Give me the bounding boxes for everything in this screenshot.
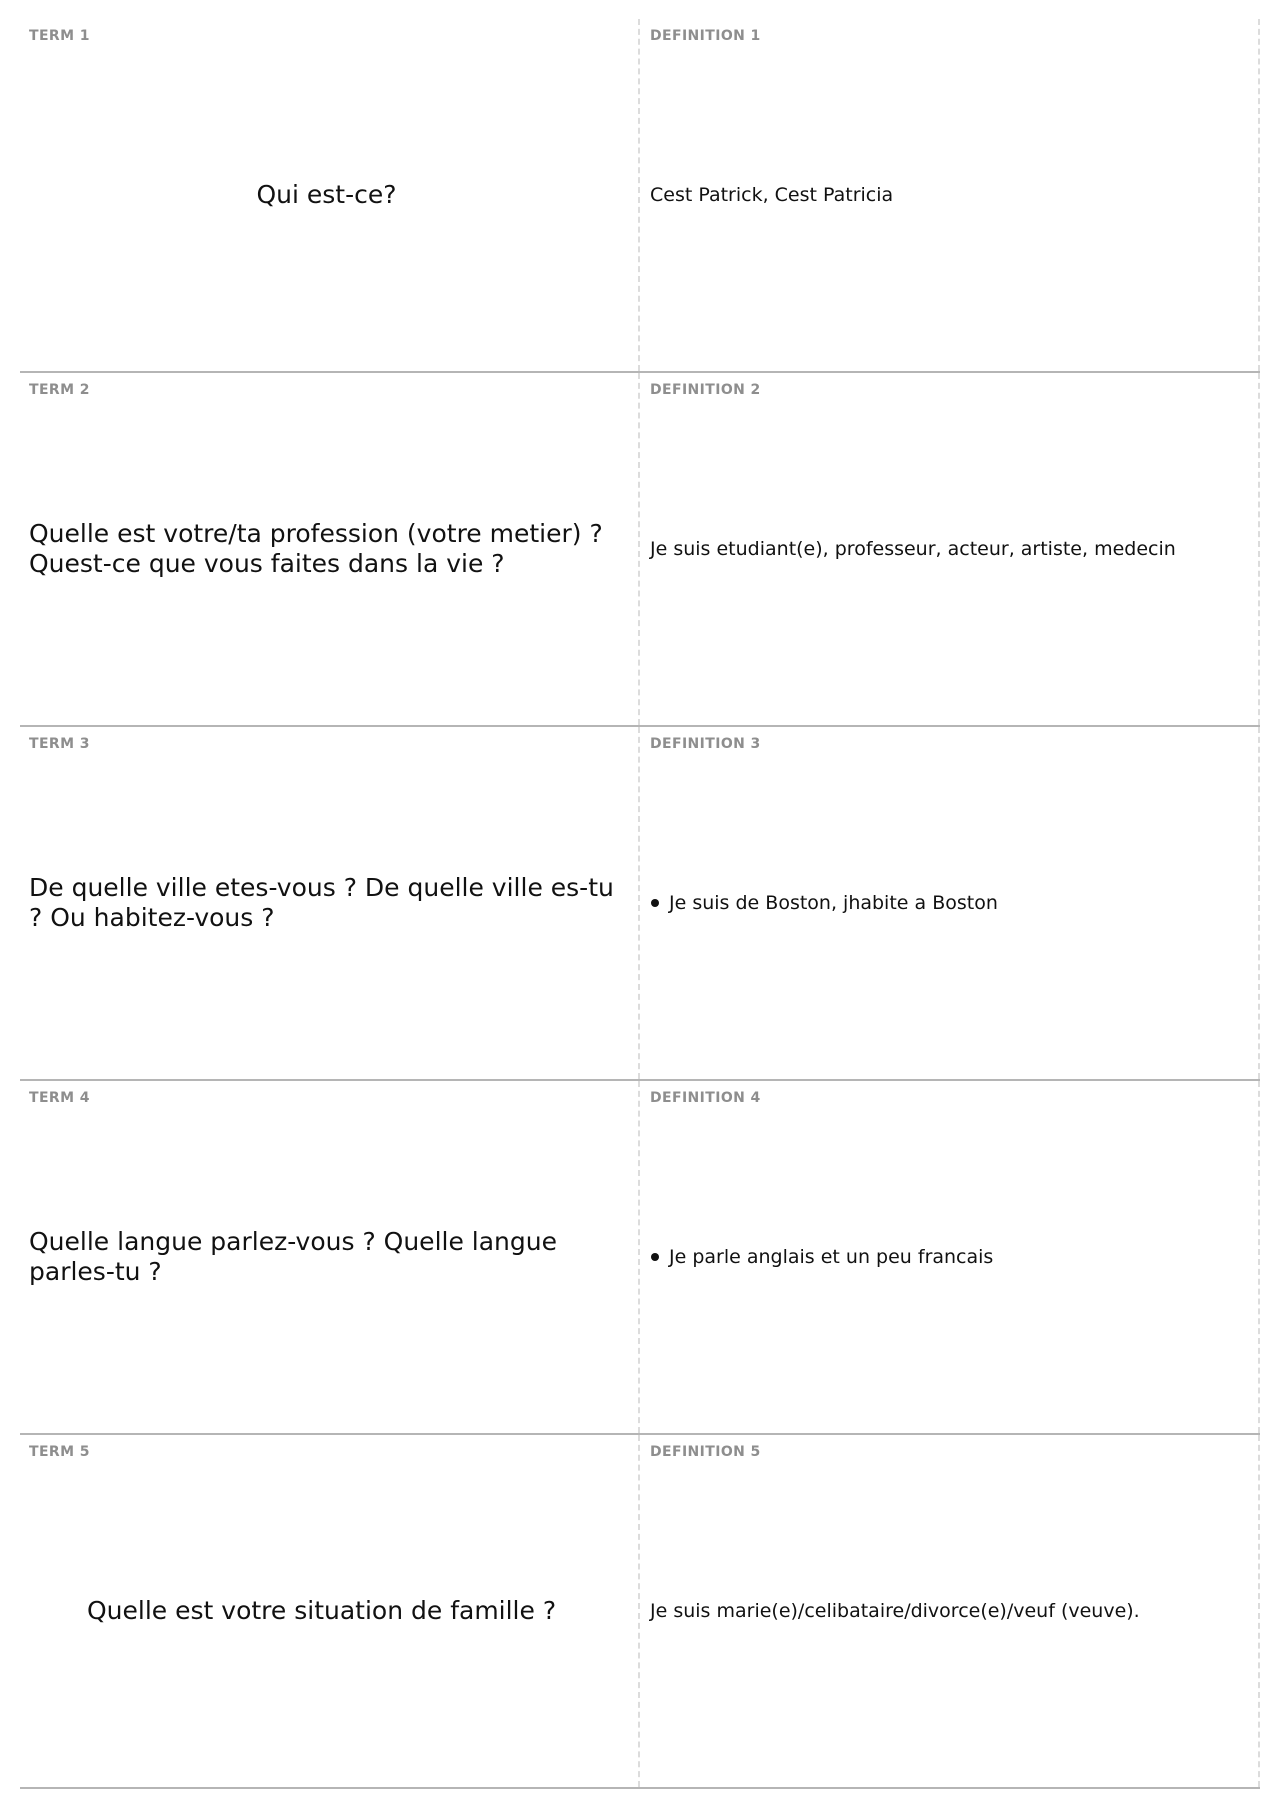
term-cell: [20, 1081, 640, 1433]
definition-bullet-item: [650, 891, 998, 915]
definition-label: DEFINITION 2: [650, 382, 761, 398]
term-label: TERM 1: [29, 28, 90, 44]
flashcard-row: [20, 1435, 1260, 1789]
definition-cell: [640, 727, 1260, 1079]
term-text: De quelle ville etes-vous ? De quelle ville es-tu ? Ou habitez-vous ?: [29, 873, 614, 932]
definition-cell: [640, 1081, 1260, 1433]
definition-text: Je suis de Boston, jhabite a Boston: [669, 892, 998, 914]
bullet-icon: [651, 899, 659, 907]
flashcard-row: [20, 727, 1260, 1081]
term-label: TERM 2: [29, 382, 90, 398]
definition-cell: [640, 1435, 1260, 1787]
term-text: Qui est-ce?: [256, 180, 397, 209]
term-text: Quelle est votre/ta profession (votre metier) ? Quest-ce que vous faites dans la vie ?: [29, 519, 603, 578]
term-label: TERM 5: [29, 1444, 90, 1460]
term-label: TERM 3: [29, 736, 90, 752]
definition-label: DEFINITION 4: [650, 1090, 761, 1106]
term-text: Quelle langue parlez-vous ? Quelle langue parles-tu ?: [29, 1227, 557, 1286]
definition-text: Je suis etudiant(e), professeur, acteur, artiste, medecin: [650, 538, 1176, 560]
definition-cell: [640, 373, 1260, 725]
definition-text: Je parle anglais et un peu francais: [669, 1246, 994, 1268]
term-cell: [20, 19, 640, 371]
term-label: TERM 4: [29, 1090, 90, 1106]
term-text: Quelle est votre situation de famille ?: [87, 1596, 557, 1625]
flashcard-row: [20, 19, 1260, 373]
definition-label: DEFINITION 1: [650, 28, 761, 44]
definition-text: Cest Patrick, Cest Patricia: [650, 184, 894, 206]
definition-label: DEFINITION 3: [650, 736, 761, 752]
term-cell: [20, 1435, 640, 1787]
definition-text: Je suis marie(e)/celibataire/divorce(e)/veuf (veuve).: [650, 1600, 1140, 1622]
term-cell: [20, 727, 640, 1079]
definition-cell: [640, 19, 1260, 371]
flashcard-row: [20, 373, 1260, 727]
bullet-icon: [651, 1253, 659, 1261]
definition-label: DEFINITION 5: [650, 1444, 761, 1460]
flashcard-sheet: [20, 19, 1260, 1789]
flashcard-row: [20, 1081, 1260, 1435]
definition-bullet-item: [650, 1245, 993, 1269]
term-cell: [20, 373, 640, 725]
